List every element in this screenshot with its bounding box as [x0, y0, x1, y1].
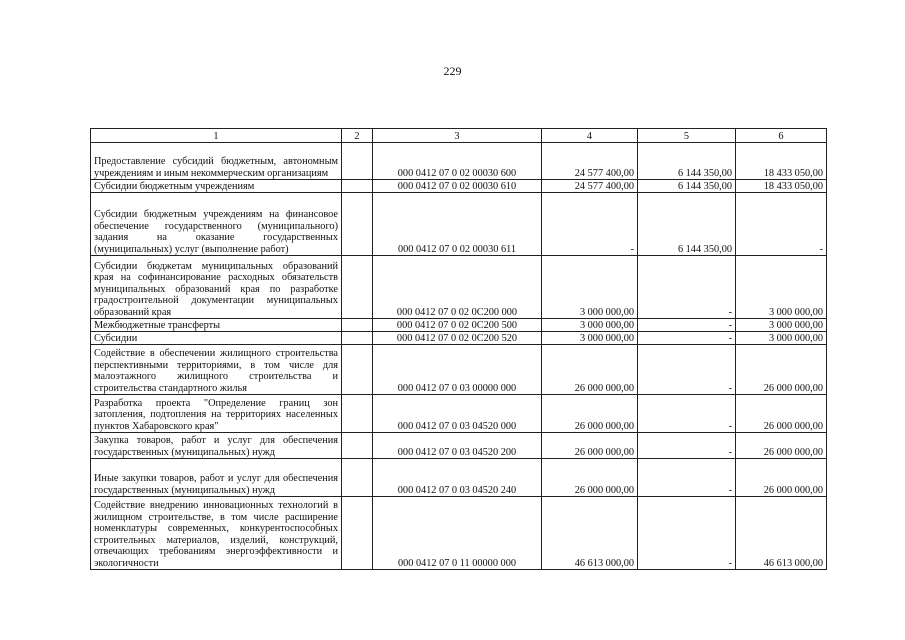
- table-row: [91, 497, 827, 570]
- row-value-6: 18 433 050,00: [736, 143, 827, 180]
- row-value-4: 26 000 000,00: [542, 433, 638, 459]
- row-value-4: 3 000 000,00: [542, 319, 638, 332]
- column-header-5: 5: [638, 129, 736, 143]
- table-row: [91, 459, 827, 497]
- row-col2: [342, 180, 373, 193]
- row-value-4: 46 613 000,00: [542, 497, 638, 570]
- row-value-6: 26 000 000,00: [736, 433, 827, 459]
- table-row: [91, 345, 827, 395]
- row-col2: [342, 497, 373, 570]
- table-row: [91, 193, 827, 256]
- row-col2: [342, 319, 373, 332]
- row-code: 000 0412 07 0 03 00000 000: [373, 345, 542, 395]
- row-value-6: 3 000 000,00: [736, 256, 827, 319]
- row-value-4: 3 000 000,00: [542, 332, 638, 345]
- row-code: 000 0412 07 0 02 00030 600: [373, 143, 542, 180]
- row-name: Закупка товаров, работ и услуг для обеспечения государственных (муниципальных) нужд: [91, 433, 342, 459]
- row-value-6: 18 433 050,00: [736, 180, 827, 193]
- row-value-6: 26 000 000,00: [736, 459, 827, 497]
- row-value-5: -: [638, 433, 736, 459]
- row-name: Иные закупки товаров, работ и услуг для обеспечения государственных (муниципальных) нужд: [91, 459, 342, 497]
- row-col2: [342, 345, 373, 395]
- row-col2: [342, 143, 373, 180]
- row-value-5: 6 144 350,00: [638, 143, 736, 180]
- page-number: 229: [443, 64, 462, 78]
- row-code: 000 0412 07 0 03 04520 240: [373, 459, 542, 497]
- row-name: Субсидии бюджетным учреждениям: [91, 180, 342, 193]
- row-value-6: 26 000 000,00: [736, 345, 827, 395]
- row-value-6: 3 000 000,00: [736, 332, 827, 345]
- table-row: [91, 395, 827, 433]
- row-name: Содействие внедрению инновационных технологий в жилищном строительстве, в том числе расширение номенклатуры современных, конкурентоспособных строительных материалов, изделий, конструкций, отвечающих требованиям энергоэффективности и экологичности: [91, 497, 342, 570]
- row-col2: [342, 332, 373, 345]
- row-value-5: 6 144 350,00: [638, 180, 736, 193]
- row-name: Разработка проекта "Определение границ зон затопления, подтопления на территориях населенных пунктов Хабаровского края": [91, 395, 342, 433]
- row-code: 000 0412 07 0 02 00030 611: [373, 193, 542, 256]
- row-code: 000 0412 07 0 02 0С200 520: [373, 332, 542, 345]
- row-value-4: 3 000 000,00: [542, 256, 638, 319]
- column-header-4: 4: [542, 129, 638, 143]
- row-code: 000 0412 07 0 02 0С200 000: [373, 256, 542, 319]
- row-value-4: 26 000 000,00: [542, 345, 638, 395]
- row-col2: [342, 193, 373, 256]
- row-col2: [342, 256, 373, 319]
- column-header-1: 1: [91, 129, 342, 143]
- row-name: Субсидии бюджетам муниципальных образований края на софинансирование расходных обязательств муниципальных образований края по разработке градостроительной документации муниципальных образований края: [91, 256, 342, 319]
- table-row: [91, 319, 827, 332]
- row-value-5: -: [638, 256, 736, 319]
- table-row: [91, 143, 827, 180]
- row-name: Субсидии: [91, 332, 342, 345]
- row-name: Субсидии бюджетным учреждениям на финансовое обеспечение государственного (муниципального) задания на оказание государственных (муниципальных) услуг (выполнение работ): [91, 193, 342, 256]
- row-value-5: -: [638, 345, 736, 395]
- table-row: [91, 332, 827, 345]
- row-code: 000 0412 07 0 02 0С200 500: [373, 319, 542, 332]
- row-value-5: -: [638, 332, 736, 345]
- row-value-5: -: [638, 395, 736, 433]
- row-col2: [342, 395, 373, 433]
- row-col2: [342, 433, 373, 459]
- header-row: [91, 129, 827, 143]
- row-code: 000 0412 07 0 02 00030 610: [373, 180, 542, 193]
- table-row: [91, 433, 827, 459]
- row-value-4: -: [542, 193, 638, 256]
- row-name: Содействие в обеспечении жилищного строительства перспективными территориями, в том числе для малоэтажного жилищного строительства и строительства стандартного жилья: [91, 345, 342, 395]
- row-value-5: 6 144 350,00: [638, 193, 736, 256]
- row-value-4: 26 000 000,00: [542, 459, 638, 497]
- column-header-3: 3: [373, 129, 542, 143]
- row-value-6: 3 000 000,00: [736, 319, 827, 332]
- row-value-6: 26 000 000,00: [736, 395, 827, 433]
- row-code: 000 0412 07 0 03 04520 000: [373, 395, 542, 433]
- row-name: Предоставление субсидий бюджетным, автономным учреждениям и иным некоммерческим организациям: [91, 143, 342, 180]
- row-value-6: 46 613 000,00: [736, 497, 827, 570]
- row-value-5: -: [638, 459, 736, 497]
- column-header-2: 2: [342, 129, 373, 143]
- column-header-6: 6: [736, 129, 827, 143]
- row-value-4: 24 577 400,00: [542, 143, 638, 180]
- row-value-5: -: [638, 497, 736, 570]
- row-value-4: 24 577 400,00: [542, 180, 638, 193]
- row-code: 000 0412 07 0 03 04520 200: [373, 433, 542, 459]
- budget-table: [90, 128, 827, 570]
- row-value-5: -: [638, 319, 736, 332]
- row-value-4: 26 000 000,00: [542, 395, 638, 433]
- table-row: [91, 256, 827, 319]
- row-col2: [342, 459, 373, 497]
- row-code: 000 0412 07 0 11 00000 000: [373, 497, 542, 570]
- row-name: Межбюджетные трансферты: [91, 319, 342, 332]
- row-value-6: -: [736, 193, 827, 256]
- table-row: [91, 180, 827, 193]
